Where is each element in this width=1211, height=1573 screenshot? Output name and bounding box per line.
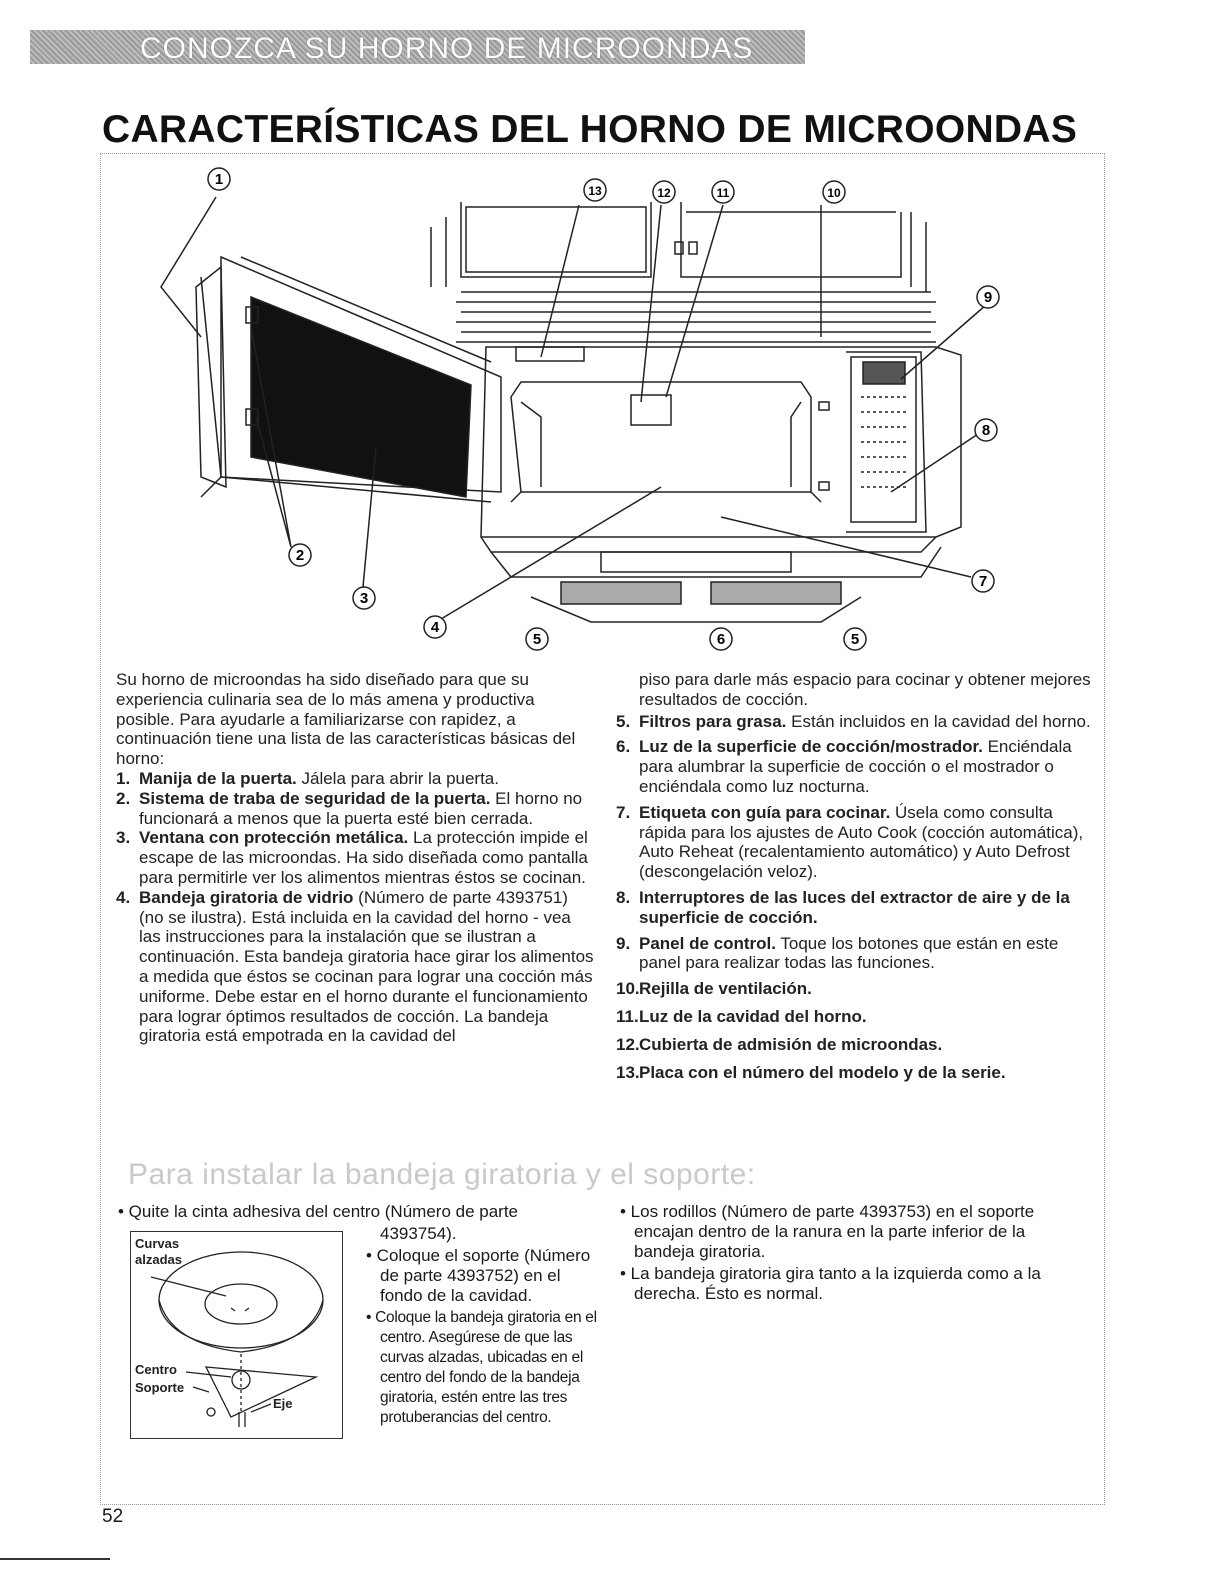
callout-5b: 5 — [850, 631, 860, 648]
callout-7: 7 — [978, 573, 988, 590]
install-step-3: • Coloque la bandeja giratoria en el centro. Asegúrese de que las curvas alzadas, ubicadas en el centro del fondo de la bandeja giratoria, estén entre las tres protuberancias del centro. — [366, 1309, 597, 1426]
label-curvas: Curvas — [135, 1236, 180, 1251]
feature-item-4: 4. Bandeja giratoria de vidrio (Número de parte 4393751) (no se ilustra). Está incluida en la cavidad del horno - vea las instrucciones para la instalación que se ilustran a continuación. Esta bandeja giratoria hace girar los alimentos a medida que éstos se cocinan para lograr una cocción más uniforme. Debe estar en el horno durante el funcionamiento para lograr óptimos resultados de cocción. La bandeja giratoria está empotrada en la cavidad del — [116, 887, 594, 1046]
feature-item-6: 6. Luz de la superficie de cocción/mostrador. Enciéndala para alumbrar la superficie de cocción o el mostrador o enciéndala como luz nocturna. — [616, 737, 1072, 796]
install-step-2: • Coloque el soporte (Número de parte 4393752) en el fondo de la cavidad. — [366, 1246, 591, 1305]
callout-10: 10 — [827, 186, 841, 200]
install-step-1: • Quite la cinta adhesiva del centro (Número de parte — [118, 1202, 518, 1221]
callout-11: 11 — [716, 186, 730, 200]
install-subtitle: Para instalar la bandeja giratoria y el soporte: — [128, 1158, 756, 1191]
features-left-column — [116, 670, 596, 1046]
callout-4: 4 — [430, 619, 440, 636]
features-right-column — [616, 670, 1094, 1082]
turntable-inset — [130, 1231, 343, 1439]
callout-2: 2 — [295, 547, 305, 564]
feature-item-13: 13.Placa con el número del modelo y de la serie. — [616, 1062, 1006, 1082]
footer-rule — [0, 1558, 110, 1560]
feature-item-3: 3. Ventana con protección metálica. La protección impide el escape de las microondas. Ha sido diseñada como pantalla para permitirle ver los alimentos mientras éstos se cocinan. — [116, 828, 588, 887]
callout-8: 8 — [981, 422, 991, 439]
feature-item-9: 9. Panel de control. Toque los botones que están en este panel para realizar todas las funciones. — [616, 933, 1059, 973]
install-step-5: • La bandeja giratoria gira tanto a la izquierda como a la derecha. Ésto es normal. — [620, 1264, 1041, 1303]
feature-item-4-cont: piso para darle más espacio para cocinar y obtener mejores resultados de cocción. — [639, 670, 1091, 709]
callout-12: 12 — [657, 186, 671, 200]
install-step-4: • Los rodillos (Número de parte 4393753) en el soporte encajan dentro de la ranura en la parte inferior de la bandeja giratoria. — [620, 1202, 1035, 1261]
install-steps-right — [620, 1202, 1090, 1306]
label-eje: Eje — [273, 1396, 293, 1411]
feature-item-7: 7. Etiqueta con guía para cocinar. Úsela como consulta rápida para los ajustes de Auto Cook (cocción automática), Auto Reheat (recalentamiento automático) y Auto Defrost (descongelación veloz). — [616, 802, 1084, 882]
feature-item-11: 11.Luz de la cavidad del horno. — [616, 1006, 867, 1026]
callout-13: 13 — [588, 184, 602, 198]
page-number: 52 — [102, 1506, 124, 1527]
feature-item-5: 5. Filtros para grasa. Están incluidos en la cavidad del horno. — [616, 711, 1091, 731]
callout-3: 3 — [359, 590, 369, 607]
page-title: CARACTERÍSTICAS DEL HORNO DE MICROONDAS — [102, 108, 1078, 151]
callout-1: 1 — [214, 171, 224, 188]
label-centro: Centro — [135, 1362, 177, 1377]
install-step-1-cont: 4393754). — [380, 1224, 457, 1243]
label-alzadas: alzadas — [135, 1252, 182, 1267]
section-banner — [30, 30, 805, 64]
feature-item-2: 2. Sistema de traba de seguridad de la puerta. El horno no funcionará a menos que la puerta esté bien cerrada. — [116, 788, 583, 828]
feature-item-10: 10.Rejilla de ventilación. — [616, 979, 812, 999]
microwave-diagram — [101, 157, 1102, 657]
intro-paragraph: Su horno de microondas ha sido diseñado para que su experiencia culinaria sea de lo más amena y productiva posible. Para ayudarle a familiarizarse con rapidez, a continuación tiene una lista de las características básicas del horno: — [116, 670, 576, 769]
callout-6: 6 — [716, 631, 726, 648]
install-steps-middle — [366, 1224, 606, 1428]
callout-9: 9 — [983, 289, 993, 306]
feature-item-12: 12.Cubierta de admisión de microondas. — [616, 1034, 943, 1054]
banner-text: CONOZCA SU HORNO DE MICROONDAS — [140, 32, 754, 65]
feature-item-8: 8. Interruptores de las luces del extractor de aire y de la superficie de cocción. — [616, 887, 1070, 927]
feature-item-1: 1. Manija de la puerta. Jálela para abrir la puerta. — [116, 768, 499, 788]
callout-5a: 5 — [532, 631, 542, 648]
label-soporte: Soporte — [135, 1380, 185, 1395]
